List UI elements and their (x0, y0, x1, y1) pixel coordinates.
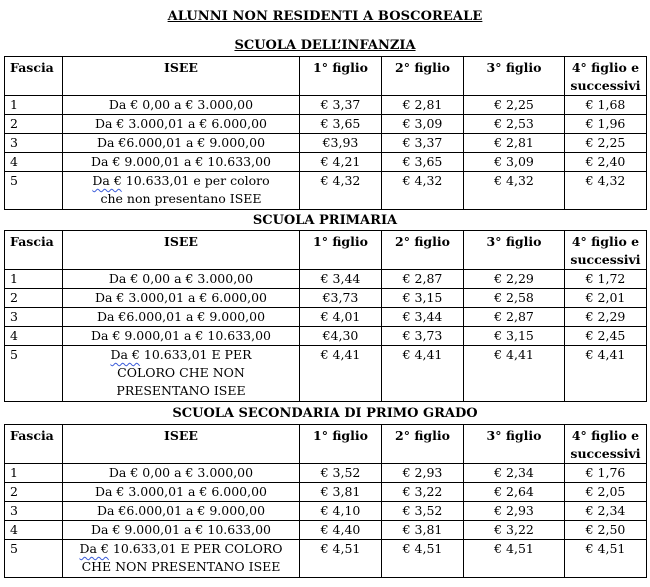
fee-cell: € 4,51 (382, 540, 464, 578)
fascia-cell: 2 (5, 289, 63, 308)
fascia-cell: 3 (5, 308, 63, 327)
fee-cell: € 3,09 (382, 115, 464, 134)
isee-cell: Da € 0,00 a € 3.000,00 (63, 270, 300, 289)
isee-cell: Da € 9.000,01 a € 10.633,00 (63, 153, 300, 172)
header-fourth-child: 4° figlio e successivi (565, 57, 647, 96)
fee-cell: € 2,81 (382, 96, 464, 115)
fee-cell: € 3,65 (300, 115, 382, 134)
isee-cell: Da € 10.633,01 E PER COLORO CHE NON PRESENTANO ISEE (63, 540, 300, 578)
fee-table-infanzia (4, 56, 647, 210)
fee-cell: € 2,87 (464, 308, 565, 327)
table-header-row (5, 57, 647, 96)
fee-cell: € 3,09 (464, 153, 565, 172)
table-row (5, 270, 647, 289)
fee-cell: € 3,81 (300, 483, 382, 502)
fee-cell: € 3,22 (464, 521, 565, 540)
fascia-cell: 4 (5, 327, 63, 346)
isee-cell: Da € 10.633,01 E PER COLORO CHE NON PRESENTANO ISEE (63, 346, 300, 402)
table-row (5, 483, 647, 502)
header-fascia: Fascia (5, 231, 63, 270)
fascia-cell: 1 (5, 96, 63, 115)
fee-cell: € 1,76 (565, 464, 647, 483)
isee-cell: Da €6.000,01 a € 9.000,00 (63, 308, 300, 327)
table-row (5, 346, 647, 402)
header-isee: ISEE (63, 57, 300, 96)
fee-cell: € 3,44 (382, 308, 464, 327)
fee-cell: € 2,01 (565, 289, 647, 308)
fee-cell: € 2,87 (382, 270, 464, 289)
table-header-row (5, 231, 647, 270)
fee-cell: € 2,50 (565, 521, 647, 540)
fee-cell: € 3,44 (300, 270, 382, 289)
table-row (5, 134, 647, 153)
fee-cell: € 3,52 (382, 502, 464, 521)
header-fascia: Fascia (5, 57, 63, 96)
table-row (5, 115, 647, 134)
header-fascia: Fascia (5, 425, 63, 464)
fascia-cell: 4 (5, 153, 63, 172)
fee-cell: € 3,81 (382, 521, 464, 540)
fee-cell: € 4,41 (300, 346, 382, 402)
fee-cell: € 2,29 (565, 308, 647, 327)
fee-cell: € 1,68 (565, 96, 647, 115)
table-header-row (5, 425, 647, 464)
fee-cell: € 2,53 (464, 115, 565, 134)
table-row (5, 308, 647, 327)
header-third-child: 3° figlio (464, 57, 565, 96)
fee-cell: € 4,10 (300, 502, 382, 521)
table-row (5, 540, 647, 578)
isee-cell: Da € 0,00 a € 3.000,00 (63, 96, 300, 115)
header-second-child: 2° figlio (382, 57, 464, 96)
fee-cell: € 4,41 (382, 346, 464, 402)
header-second-child: 2° figlio (382, 231, 464, 270)
fee-cell: € 4,32 (300, 172, 382, 210)
fee-cell: € 4,01 (300, 308, 382, 327)
isee-cell: Da € 10.633,01 e per coloro che non presentano ISEE (63, 172, 300, 210)
fascia-cell: 2 (5, 115, 63, 134)
section-title-secondaria: SCUOLA SECONDARIA DI PRIMO GRADO (172, 406, 478, 421)
fee-cell: € 4,32 (382, 172, 464, 210)
fee-cell: €3,73 (300, 289, 382, 308)
page-title: ALUNNI NON RESIDENTI A BOSCOREALE (167, 9, 483, 24)
fee-cell: € 3,73 (382, 327, 464, 346)
header-fourth-child: 4° figlio e successivi (565, 231, 647, 270)
fee-cell: € 3,65 (382, 153, 464, 172)
header-second-child: 2° figlio (382, 425, 464, 464)
table-row (5, 96, 647, 115)
header-fourth-child: 4° figlio e successivi (565, 425, 647, 464)
header-third-child: 3° figlio (464, 231, 565, 270)
fascia-cell: 4 (5, 521, 63, 540)
fee-cell: €4,30 (300, 327, 382, 346)
table-row (5, 289, 647, 308)
section-title-primaria: SCUOLA PRIMARIA (252, 213, 398, 228)
fascia-cell: 3 (5, 502, 63, 521)
fee-cell: € 2,34 (565, 502, 647, 521)
table-row (5, 502, 647, 521)
fee-cell: € 2,58 (464, 289, 565, 308)
table-row (5, 521, 647, 540)
fee-cell: € 2,81 (464, 134, 565, 153)
fascia-cell: 3 (5, 134, 63, 153)
header-isee: ISEE (63, 231, 300, 270)
isee-cell: Da € 3.000,01 a € 6.000,00 (63, 289, 300, 308)
fee-cell: € 3,15 (382, 289, 464, 308)
isee-cell: Da € 0,00 a € 3.000,00 (63, 464, 300, 483)
fee-cell: € 3,37 (300, 96, 382, 115)
table-row (5, 464, 647, 483)
fascia-cell: 2 (5, 483, 63, 502)
fee-cell: € 2,29 (464, 270, 565, 289)
section-title-infanzia: SCUOLA DELL’INFANZIA (234, 38, 416, 53)
fee-cell: € 1,96 (565, 115, 647, 134)
isee-cell: Da €6.000,01 a € 9.000,00 (63, 502, 300, 521)
fee-cell: € 2,40 (565, 153, 647, 172)
fee-cell: € 3,37 (382, 134, 464, 153)
fascia-cell: 5 (5, 346, 63, 402)
isee-cell: Da € 9.000,01 a € 10.633,00 (63, 521, 300, 540)
fee-cell: € 4,21 (300, 153, 382, 172)
fascia-cell: 1 (5, 464, 63, 483)
fee-cell: € 2,25 (565, 134, 647, 153)
fee-cell: € 3,22 (382, 483, 464, 502)
fee-table-primaria (4, 230, 647, 402)
fee-cell: € 3,52 (300, 464, 382, 483)
isee-cell: Da €6.000,01 a € 9.000,00 (63, 134, 300, 153)
fee-cell: €3,93 (300, 134, 382, 153)
fee-cell: € 3,15 (464, 327, 565, 346)
fee-cell: € 2,64 (464, 483, 565, 502)
fee-cell: € 2,34 (464, 464, 565, 483)
fee-cell: € 4,51 (565, 540, 647, 578)
fee-cell: € 4,32 (464, 172, 565, 210)
fee-cell: € 4,51 (464, 540, 565, 578)
header-isee: ISEE (63, 425, 300, 464)
fee-cell: € 4,32 (565, 172, 647, 210)
fee-cell: € 4,40 (300, 521, 382, 540)
fee-cell: € 4,51 (300, 540, 382, 578)
fee-cell: € 2,05 (565, 483, 647, 502)
fascia-cell: 5 (5, 540, 63, 578)
fee-cell: € 4,41 (464, 346, 565, 402)
isee-cell: Da € 3.000,01 a € 6.000,00 (63, 115, 300, 134)
fee-cell: € 2,25 (464, 96, 565, 115)
table-row (5, 172, 647, 210)
fee-cell: € 2,93 (464, 502, 565, 521)
table-row (5, 327, 647, 346)
isee-cell: Da € 9.000,01 a € 10.633,00 (63, 327, 300, 346)
fee-cell: € 2,93 (382, 464, 464, 483)
header-first-child: 1° figlio (300, 57, 382, 96)
fee-table-secondaria (4, 424, 647, 578)
header-first-child: 1° figlio (300, 231, 382, 270)
isee-cell: Da € 3.000,01 a € 6.000,00 (63, 483, 300, 502)
fee-cell: € 2,45 (565, 327, 647, 346)
fee-cell: € 1,72 (565, 270, 647, 289)
header-third-child: 3° figlio (464, 425, 565, 464)
fascia-cell: 1 (5, 270, 63, 289)
header-first-child: 1° figlio (300, 425, 382, 464)
table-row (5, 153, 647, 172)
fascia-cell: 5 (5, 172, 63, 210)
fee-cell: € 4,41 (565, 346, 647, 402)
